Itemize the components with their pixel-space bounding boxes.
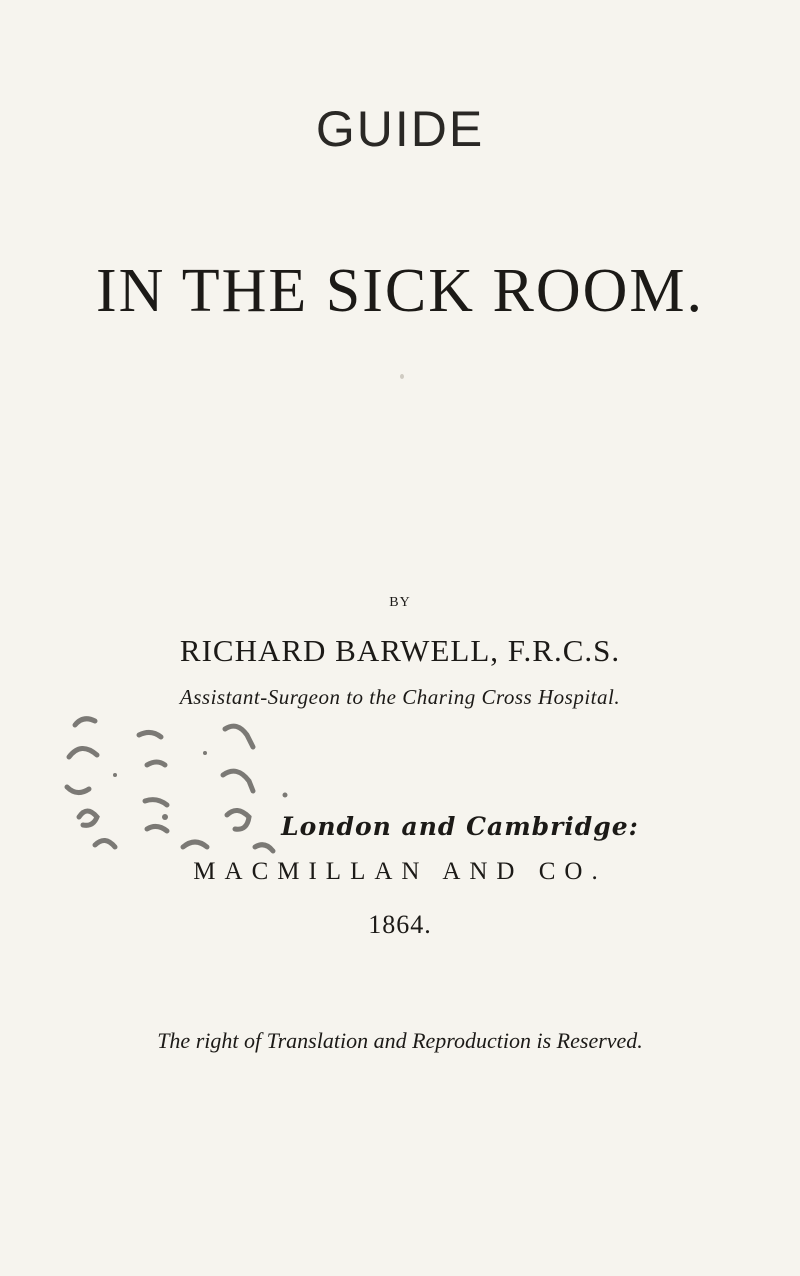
publisher-name: MACMILLAN AND CO.: [193, 858, 607, 885]
title-line-sick-room: IN THE SICK ROOM.: [95, 257, 705, 325]
rights-notice: The right of Translation and Reproduction is Reserved.: [157, 1028, 643, 1053]
imprint-place: London and Cambridge:: [281, 812, 639, 841]
faded-library-stamp-icon: [55, 705, 345, 865]
author-position: Assistant-Surgeon to the Charing Cross Hospital.: [179, 685, 621, 709]
publication-year: 1864.: [368, 910, 432, 939]
paper-speck: [400, 374, 404, 379]
by-label: BY: [389, 595, 411, 610]
author-name: RICHARD BARWELL, F.R.C.S.: [179, 633, 621, 668]
title-line-guide: GUIDE: [315, 101, 485, 157]
